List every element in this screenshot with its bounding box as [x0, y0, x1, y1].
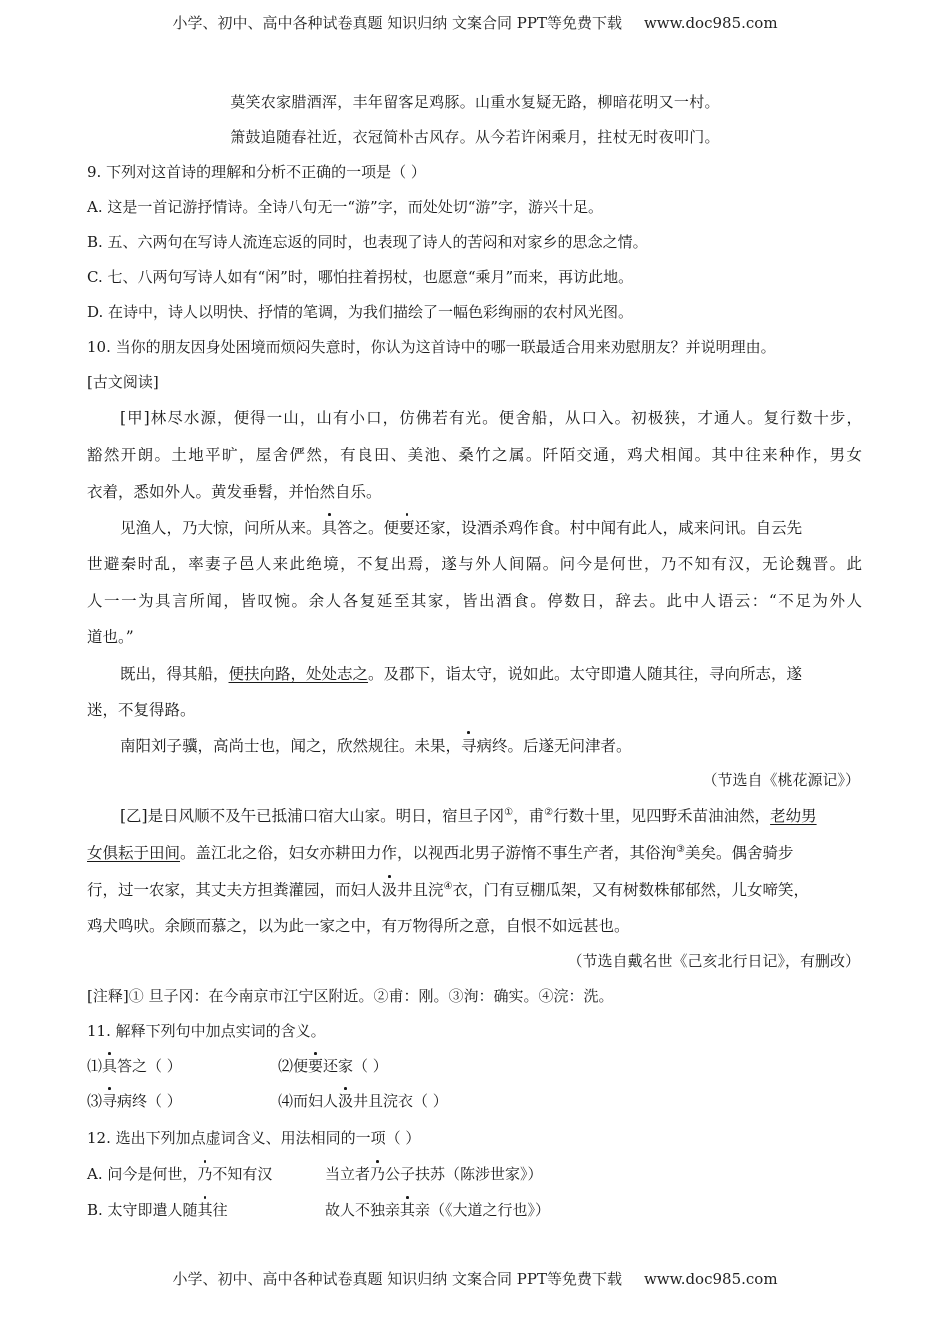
question-11-item-1: ⑴具答之（ ）: [87, 1057, 182, 1075]
passage-yi-line2: 女俱耘于田间。盖江北之俗，妇女亦耕田力作，以视西北男子游惰不事生产者，其俗洵③美矣。偶舍骑步: [87, 843, 794, 862]
dotted-char: 具: [322, 516, 338, 538]
footer-text: 小学、初中、高中各种试卷真题 知识归纳 文案合同 PPT等免费下载: [172, 1270, 622, 1288]
question-11-item-4: ⑷而妇人汲井且浣衣（ ）: [278, 1092, 448, 1110]
question-12-option-a-right: 当立者乃公子扶苏（陈涉世家》）: [325, 1165, 543, 1183]
passage-yi-line3: 行，过一农家，其丈夫方担粪灌园，而妇人汲井且浣④衣，门有豆棚瓜架，又有树数株郁郁然，儿女啼笑，: [87, 878, 862, 900]
poem-line-2: 箫鼓追随春社近，衣冠简朴古风存。从今若许闲乘月，拄杖无时夜叩门。: [230, 128, 720, 146]
question-11-item-2: ⑵便要还家（ ）: [278, 1057, 388, 1075]
section-title: [古文阅读]: [87, 373, 159, 391]
poem-line-1: 莫笑农家腊酒浑，丰年留客足鸡豚。山重水复疑无路，柳暗花明又一村。: [230, 93, 720, 111]
dotted-char: 要: [399, 516, 415, 538]
notes: [注释]① 旦子冈：在今南京市江宁区附近。②甫：刚。③洵：确实。④浣：洗。: [87, 987, 614, 1005]
question-10: 10. 当你的朋友因身处困境而烦闷失意时，你认为这首诗中的哪一联最适合用来劝慰朋友？并说明理由。: [87, 338, 776, 356]
passage-jia-p1-line1: [甲]林尽水源，便得一山，山有小口，仿佛若有光。便舍船，从口入。初极狭，才通人。复行数十步，: [120, 409, 862, 427]
footer-site[interactable]: www.doc985.com: [643, 1270, 778, 1288]
passage-yi-source: （节选自戴名世《己亥北行日记》，有删改）: [567, 952, 860, 970]
dotted-char: 寻: [461, 734, 477, 756]
passage-jia-p3-line2: 迷，不复得路。: [87, 701, 196, 719]
underlined-sentence: 老幼男: [770, 807, 817, 825]
passage-jia-p1-line2: 豁然开朗。土地平旷，屋舍俨然，有良田、美池、桑竹之属。阡陌交通，鸡犬相闻。其中往来种作，男女: [87, 446, 862, 464]
header-text: 小学、初中、高中各种试卷真题 知识归纳 文案合同 PPT等免费下载: [172, 14, 622, 32]
passage-jia-p2-line1: 见渔人，乃大惊，问所从来。具答之。便要还家，设酒杀鸡作食。村中闻有此人，咸来问讯。自云先: [120, 516, 895, 538]
passage-jia-p2-line2: 世避秦时乱，率妻子邑人来此绝境，不复出焉，遂与外人间隔。问今是何世，乃不知有汉，无论魏晋。此: [87, 555, 862, 573]
passage-jia-source: （节选自《桃花源记》）: [702, 771, 860, 789]
passage-jia-p1-line3: 衣着，悉如外人。黄发垂髫，并怡然自乐。: [87, 483, 382, 501]
passage-jia-p2-line3: 人一一为具言所闻，皆叹惋。余人各复延至其家，皆出酒食。停数日，辞去。此中人语云：“不足为外人: [87, 592, 862, 610]
passage-yi-line4: 鸡犬鸣吠。余顾而慕之，以为此一家之中，有万物得所之意，自恨不如远甚也。: [87, 917, 630, 935]
page-header: [0, 12, 950, 33]
question-11-stem: 11. 解释下列句中加点实词的含义。: [87, 1022, 326, 1040]
question-11-item-3: ⑶寻病终（ ）: [87, 1092, 182, 1110]
question-9-option-c: C. 七、八两句写诗人如有“闲”时，哪怕拄着拐杖，也愿意“乘月”而来，再访此地。: [87, 268, 634, 286]
question-12-option-b-left: B. 太守即遣人随其往: [87, 1201, 228, 1219]
passage-jia-p3-line1: 既出，得其船，便扶向路，处处志之。及郡下，诣太守，说如此。太守即遣人随其往，寻向所志，遂: [120, 665, 803, 683]
underlined-sentence: 便扶向路，处处志之: [228, 665, 369, 683]
question-12-stem: 12. 选出下列加点虚词含义、用法相同的一项（ ）: [87, 1129, 421, 1147]
question-12-option-a-left: A. 问今是何世，乃不知有汉: [87, 1165, 273, 1183]
underlined-sentence: 女俱耘于田间: [87, 844, 181, 862]
dotted-char: 汲: [382, 878, 398, 900]
question-9-stem: 9. 下列对这首诗的理解和分析不正确的一项是（ ）: [87, 163, 426, 181]
passage-yi-line1: [乙]是日风顺不及午已抵浦口宿大山家。明日，宿旦子冈①，甫②行数十里，见四野禾苗油油然，老幼男: [120, 806, 817, 825]
question-9-option-d: D. 在诗中，诗人以明快、抒情的笔调，为我们描绘了一幅色彩绚丽的农村风光图。: [87, 303, 634, 321]
question-9-option-a: A. 这是一首记游抒情诗。全诗八句无一“游”字，而处处切“游”字，游兴十足。: [87, 198, 604, 216]
question-9-option-b: B. 五、六两句在写诗人流连忘返的同时，也表现了诗人的苦闷和对家乡的思念之情。: [87, 233, 648, 251]
page-footer: [0, 1268, 950, 1289]
passage-jia-p4: 南阳刘子骥，高尚士也，闻之，欣然规往。未果，寻病终。后遂无问津者。: [120, 734, 895, 756]
header-site[interactable]: www.doc985.com: [643, 14, 778, 32]
question-12-option-b-right: 故人不独亲其亲（《大道之行也》）: [325, 1201, 551, 1219]
passage-jia-p2-line4: 道也。”: [87, 628, 134, 646]
